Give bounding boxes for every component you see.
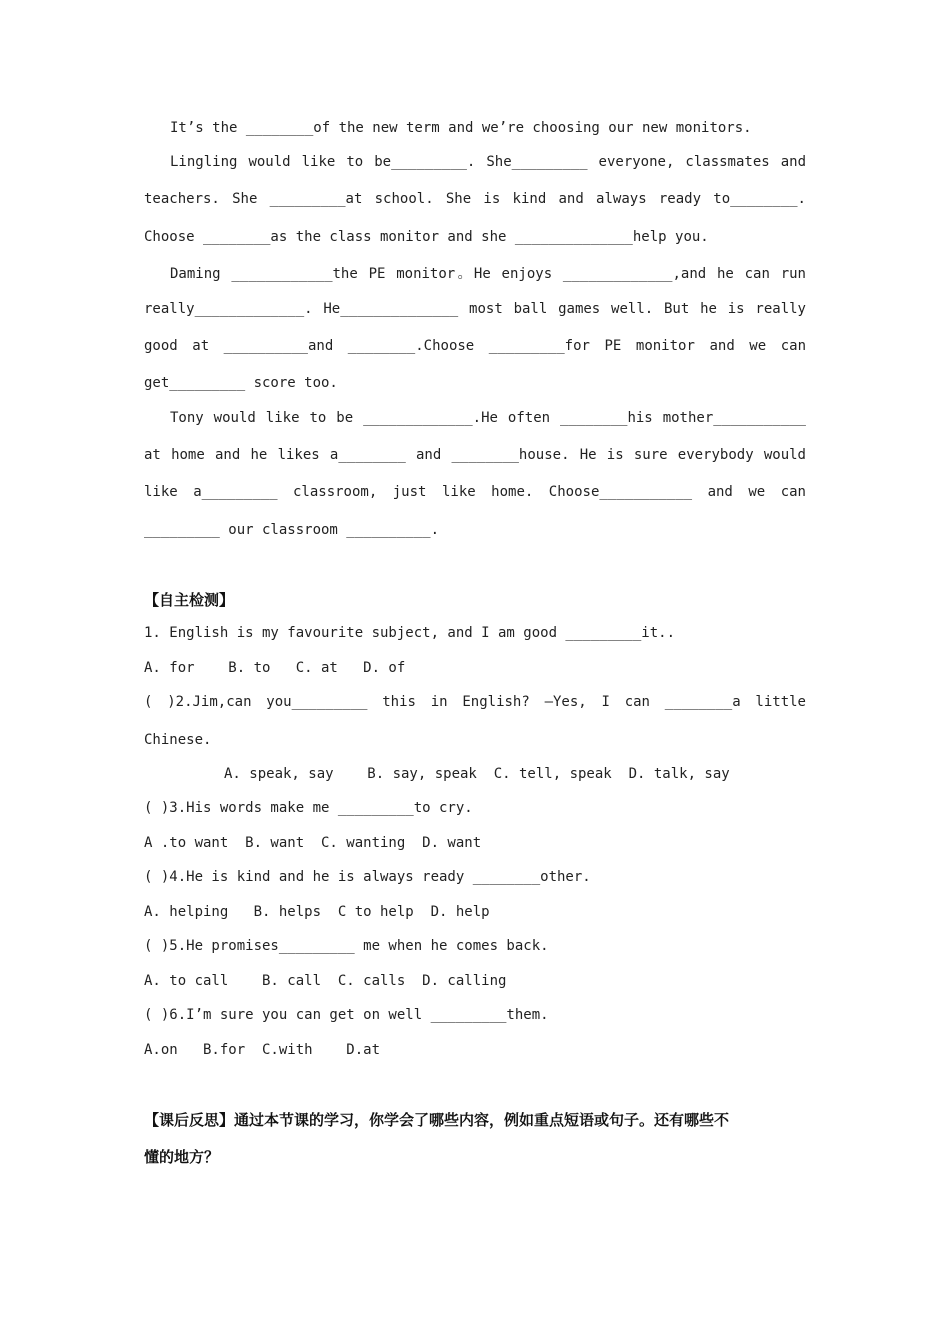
passage-tony-line-4: _________ our classroom __________. — [144, 522, 440, 538]
passage-lingling-line-1: Lingling would like to be_________. She_________ everyone, classmates and — [170, 154, 806, 170]
question-5-options: A. to call B. call C. calls D. calling — [144, 973, 507, 989]
question-6-options: A.on B.for C.with D.at — [144, 1042, 381, 1058]
question-5: ( )5.He promises_________ me when he comes back. — [144, 938, 549, 954]
passage-tony-line-1: Tony would like to be _____________.He often ________his mother___________ — [170, 410, 806, 426]
question-2: ( )2.Jim,can you_________ this in English? —Yes, I can ________a little — [144, 694, 806, 710]
question-1: 1. English is my favourite subject, and I am good _________it.. — [144, 625, 676, 641]
reflection-continued: 懂的地方？ — [144, 1148, 220, 1166]
passage-tony-line-3: like a_________ classroom, just like home. Choose___________ and we can — [144, 484, 806, 500]
passage-lingling-line-3: Choose ________as the class monitor and she ______________help you. — [144, 229, 709, 245]
question-2-options: A. speak, say B. say, speak C. tell, speak D. talk, say — [224, 766, 730, 782]
passage-daming-line-2: really_____________. He______________ most ball games well. But he is really — [144, 301, 806, 317]
passage-daming-line-1: Daming ____________the PE monitor。He enjoys _____________,and he can run — [170, 266, 806, 282]
question-3: ( )3.His words make me _________to cry. — [144, 800, 473, 816]
passage-lingling-line-2: teachers. She _________at school. She is kind and always ready to________. — [144, 191, 806, 207]
passage-daming-line-4: get_________ score too. — [144, 375, 338, 391]
passage-daming-line-3: good at __________and ________.Choose _________for PE monitor and we can — [144, 338, 806, 354]
question-4: ( )4.He is kind and he is always ready ________other. — [144, 869, 591, 885]
question-6: ( )6.I’m sure you can get on well _________them. — [144, 1007, 549, 1023]
self-test-heading: 【自主检测】 — [144, 591, 235, 609]
passage-intro: It’s the ________of the new term and we’re choosing our new monitors. — [170, 120, 752, 136]
question-1-options: A. for B. to C. at D. of — [144, 660, 406, 676]
question-2-continued: Chinese. — [144, 732, 212, 748]
passage-tony-line-2: at home and he likes a________ and ________house. He is sure everybody would — [144, 447, 806, 463]
reflection-heading: 【课后反思】通过本节课的学习，你学会了哪些内容，例如重点短语或句子。还有哪些不 — [144, 1111, 730, 1129]
question-3-options: A .to want B. want C. wanting D. want — [144, 835, 482, 851]
question-4-options: A. helping B. helps C to help D. help — [144, 904, 490, 920]
